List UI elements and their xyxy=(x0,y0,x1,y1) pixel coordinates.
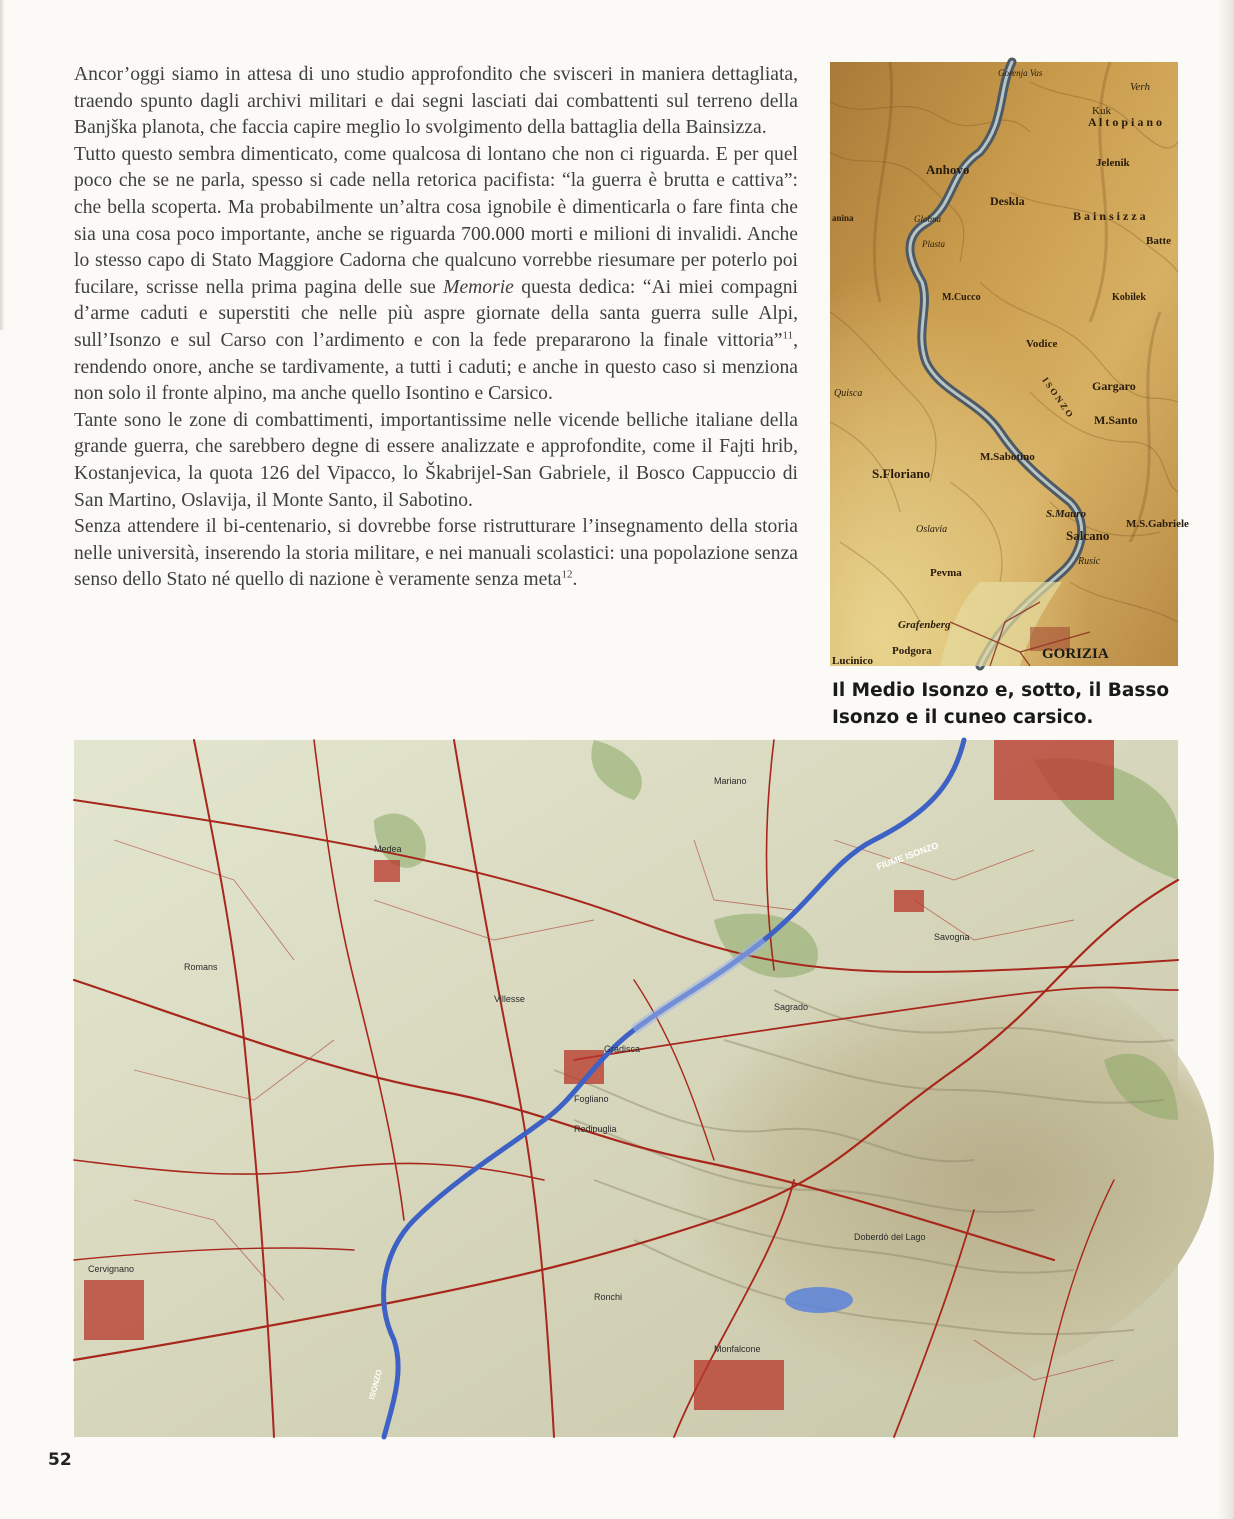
label-pevma: Pevma xyxy=(930,567,962,579)
label-isonzo-top: I S O N Z O xyxy=(1040,375,1076,420)
body-text xyxy=(74,62,798,594)
label-kuk: Kuk xyxy=(1092,105,1111,117)
label-isonzo-lower: ISONZO xyxy=(367,1368,384,1401)
label-msabotino: M.Sabotino xyxy=(980,451,1035,463)
karst-plateau xyxy=(494,920,1214,1400)
label-medea: Medea xyxy=(374,844,402,854)
label-anina: anina xyxy=(832,213,854,223)
label-globna: Globna xyxy=(914,214,941,224)
paragraph-4: Senza attendere il bi-centenario, si dovrebbe forse ristrutturare l’insegnamento della storia nelle università, inserendo la storia militare, e nei manuali scolastici: una popolazione senza senso dello Stato né quello di nazione è veramente senza meta$^{12}$. xyxy=(74,516,798,591)
label-cervignano: Cervignano xyxy=(88,1264,135,1274)
paragraph-3: Tante sono le zone di combattimenti, importantissime nelle vicende belliche italiane della grande guerra, che sarebbero degne di essere analizzate e approfondite, come il Fajti hrib, Kostanjevica, la quota 126 del Vipacco, lo Škabrijel-San Gabriele, il Bosco Cappuccio di San Martino, Oslavija, il Monte Santo, il Sabotino. xyxy=(74,409,798,511)
map-caption: Il Medio Isonzo e, sotto, il Basso Isonzo e il cuneo carsico. xyxy=(832,680,1170,728)
label-batte: Batte xyxy=(1146,235,1172,247)
middle-isonzo-map xyxy=(830,62,1189,667)
footnote-ref-12[interactable]: 12 xyxy=(561,568,573,581)
memorie-title: Memorie xyxy=(443,276,514,298)
label-oslavia: Oslavia xyxy=(916,524,948,535)
paragraph-1: Ancor’oggi siamo in attesa di uno studio approfondito che svisceri in maniera dettagliata, traendo spunto dagli archivi militari e dai segni lasciati dai combattenti sul terreno della Banjška planota, che faccia capire meglio lo svolgimento della battaglia della Bainsizza. xyxy=(74,64,798,139)
footnote-ref-11[interactable]: 11 xyxy=(782,329,794,342)
label-podgora: Podgora xyxy=(892,645,932,657)
label-verh: Verh xyxy=(1130,81,1150,93)
label-redipuglia: Redipuglia xyxy=(574,1124,617,1134)
lower-isonzo-map-graphic xyxy=(74,740,1178,1437)
label-jelenik: Jelenik xyxy=(1096,157,1130,169)
label-savogna: Savogna xyxy=(934,932,970,942)
label-fogliano: Fogliano xyxy=(574,1094,609,1104)
page-number: 52 xyxy=(48,1450,72,1470)
label-bainsizza: B a i n s i z z a xyxy=(1073,209,1146,223)
label-romans: Romans xyxy=(184,962,218,972)
label-sagrado: Sagrado xyxy=(774,1002,809,1012)
label-villesse: Villesse xyxy=(494,994,525,1004)
label-monfalcone: Monfalcone xyxy=(714,1344,761,1354)
label-gorenja: Gorenja Vas xyxy=(998,68,1043,78)
label-deskla: Deskla xyxy=(990,194,1025,208)
lower-isonzo-map xyxy=(74,740,1178,1437)
label-gorizia: GORIZIA xyxy=(1042,646,1109,662)
label-mcucco: M.Cucco xyxy=(942,292,981,303)
label-mariano: Mariano xyxy=(714,776,747,786)
label-ronchi: Ronchi xyxy=(594,1292,623,1302)
label-smauro: S.Mauro xyxy=(1046,508,1087,520)
label-msanto: M.Santo xyxy=(1094,413,1138,427)
label-sfloriano: S.Floriano xyxy=(872,466,931,481)
label-lucinico: Lucinico xyxy=(832,655,873,667)
label-msgabriele: M.S.Gabriele xyxy=(1126,518,1189,530)
label-gargaro: Gargaro xyxy=(1092,379,1136,393)
label-altopiano: A l t o p i a n o xyxy=(1088,115,1163,129)
page-gutter-shadow xyxy=(0,0,5,330)
label-vodice: Vodice xyxy=(1026,338,1058,350)
label-grafenberg: Grafenberg xyxy=(898,619,951,631)
label-quisca: Quisca xyxy=(834,388,863,399)
label-rusic: Rusic xyxy=(1078,556,1101,567)
paragraph-2: Tutto questo sembra dimenticato, come qualcosa di lontano che non ci riguarda. E per quel poco che se ne parla, spesso si cade nella retorica pacifista: “la guerra è brutta e cattiva”: che bella scoperta. Ma probabilmente un’altra cosa ignobile è dimenticarla o fare finta che sia una cosa poco importante, anche se riguarda 700.000 morti e milioni di invalidi. Anche lo stesso capo di Stato Maggiore Cadorna che qualcuno vorrebbe riesumare per poterlo poi fucilare, scrisse nella prima pagina delle sue Memorie questa dedica: “Ai miei compagni d’arme caduti e superstiti che nelle più aspre giornate della santa guerra sulle Alpi, sull’Isonzo e sul Carso con l’ardimento e con la fede prepararono la finale vittoria”$^{11}$, rendendo onore, anche se tardivamente, a tutti i caduti; e anche in questo caso si menziona non solo il fronte alpino, ma anche quello Isontino e Carsico. xyxy=(74,143,798,405)
label-fiume-isonzo: FIUME ISONZO xyxy=(875,840,940,872)
label-plasta: Plasta xyxy=(922,239,946,249)
label-anhovo: Anhovo xyxy=(926,162,970,177)
label-kobilek: Kobilek xyxy=(1112,292,1146,303)
label-doberdo: Doberdò del Lago xyxy=(854,1232,926,1242)
middle-isonzo-map-graphic xyxy=(830,62,1189,667)
doberdo-lake xyxy=(785,1287,853,1313)
label-gradisca: Gradisca xyxy=(604,1044,641,1054)
label-salcano: Salcano xyxy=(1066,528,1110,543)
page-edge-shadow xyxy=(1218,0,1234,1519)
